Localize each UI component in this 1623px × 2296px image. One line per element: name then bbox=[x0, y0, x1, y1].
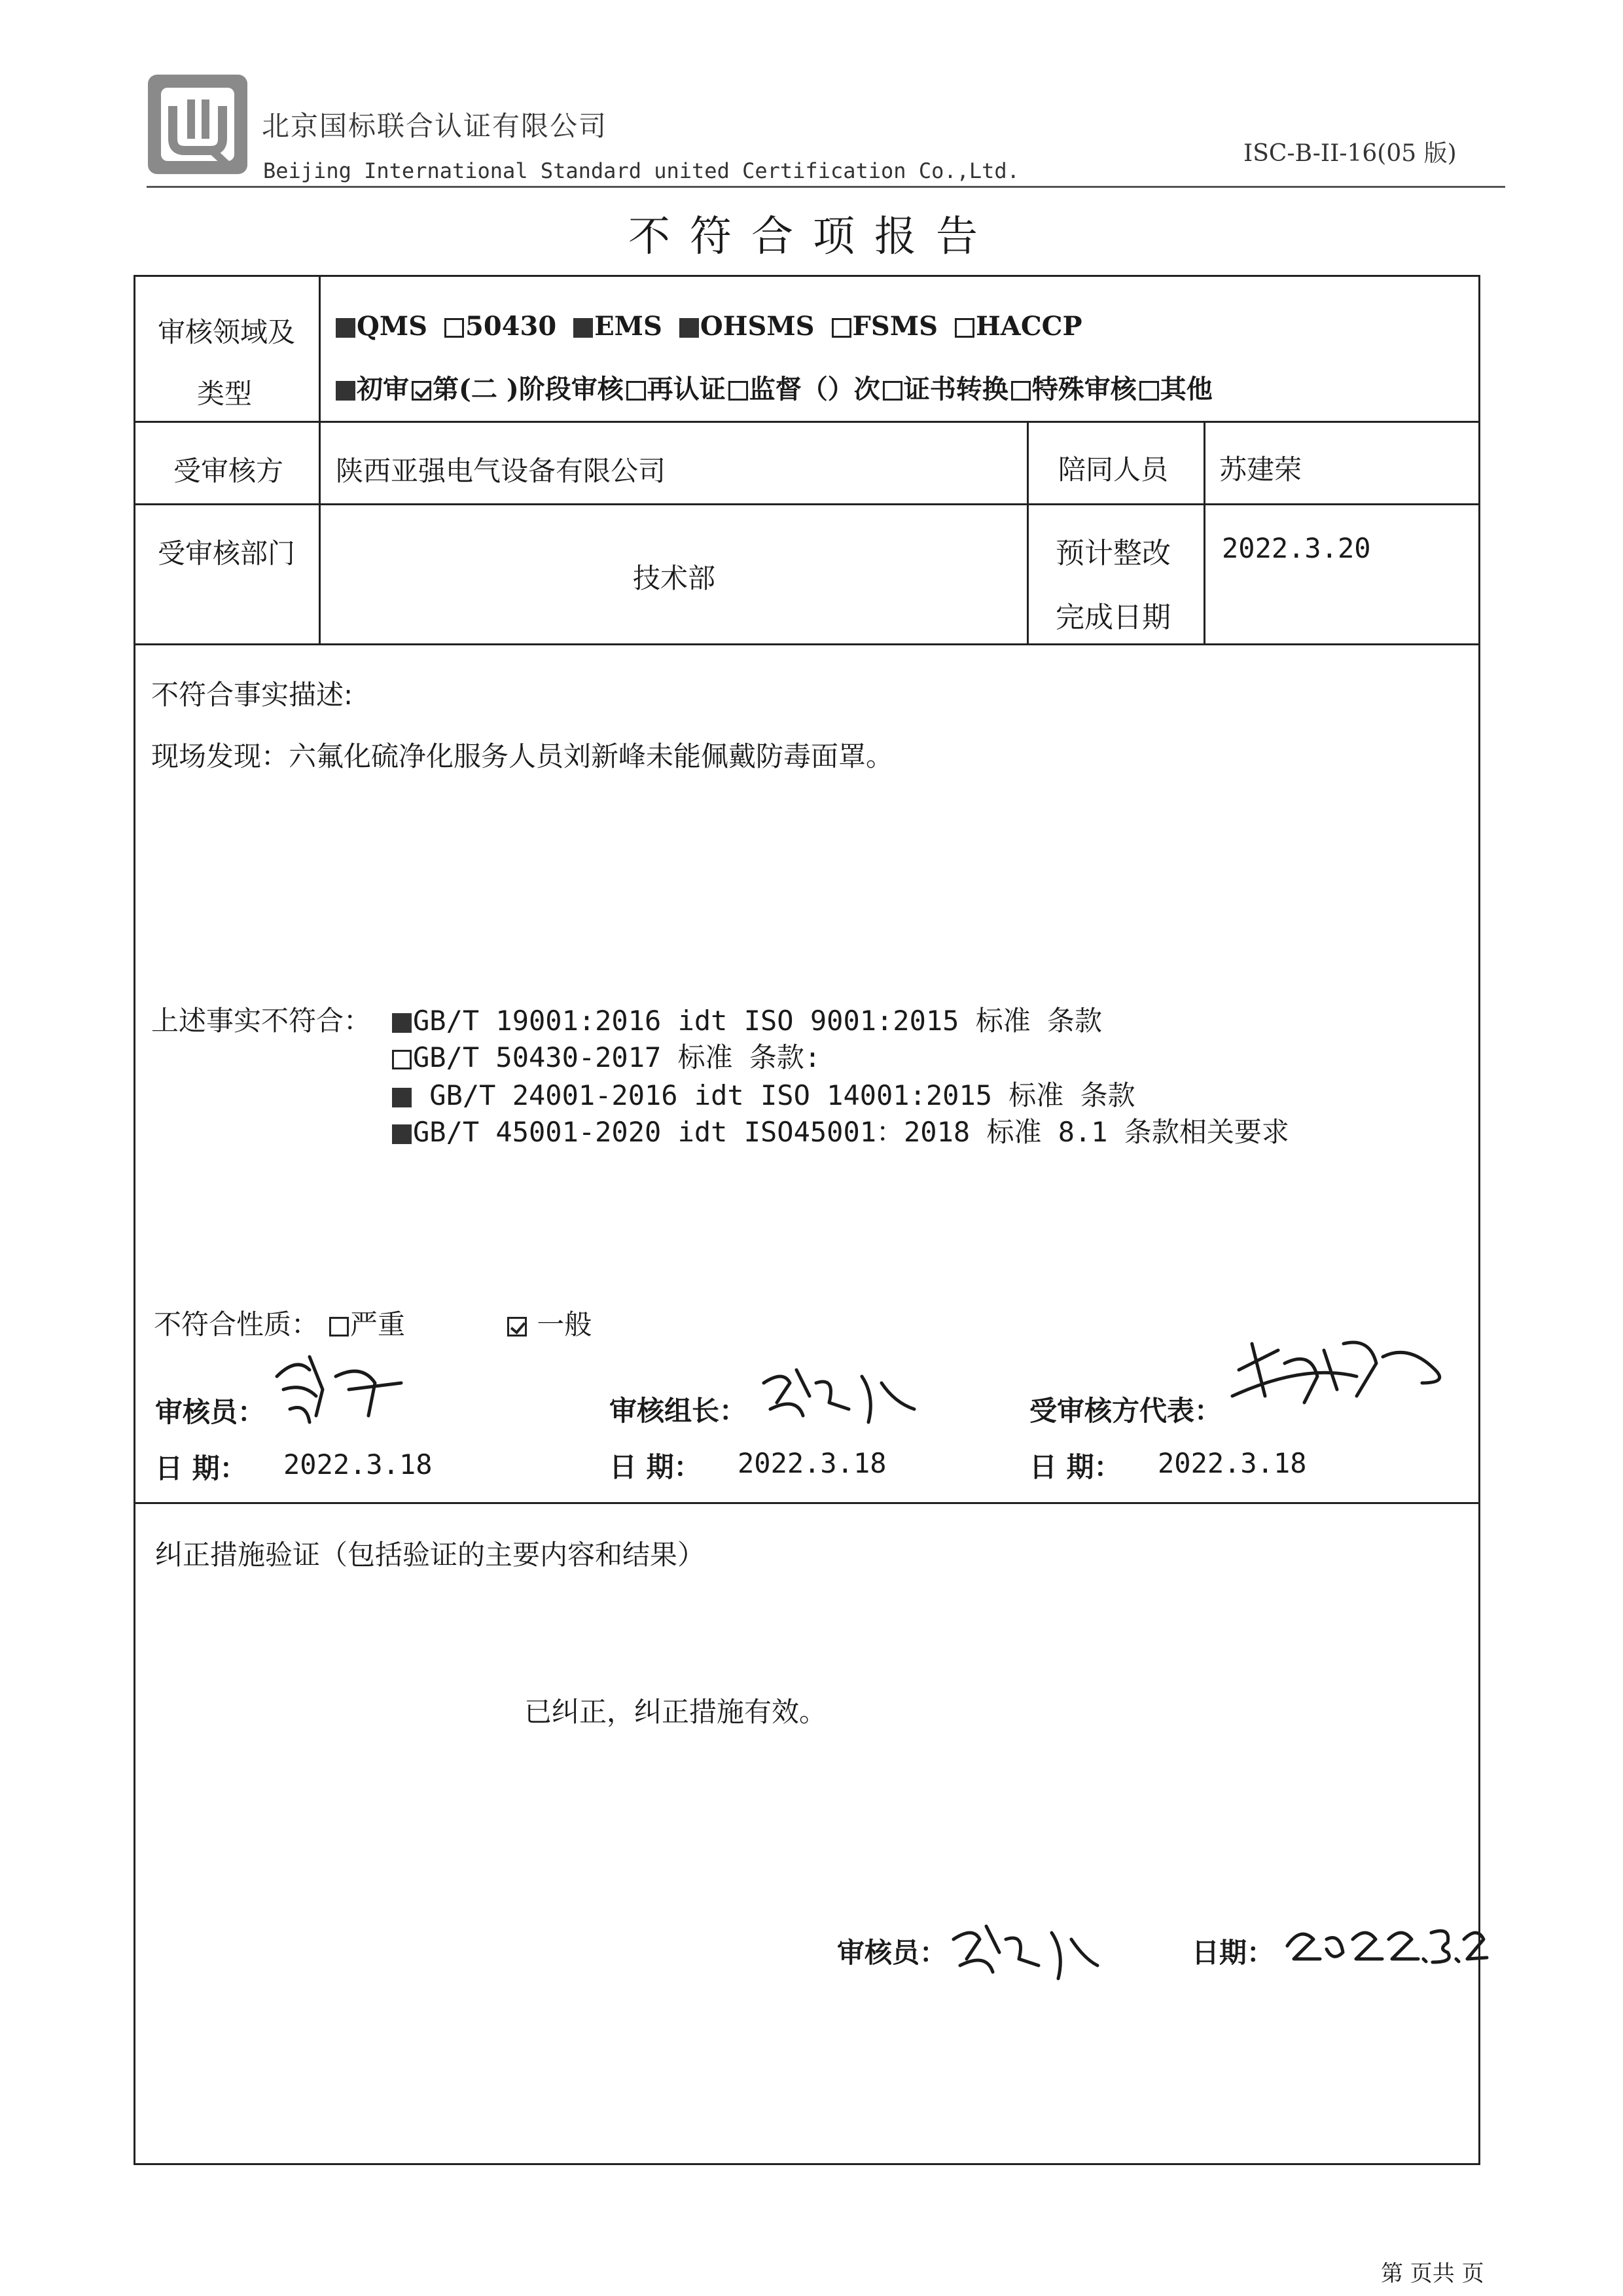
auditor-sign-label: 审核员： bbox=[155, 1396, 266, 1428]
verifier-sign-label: 审核员： bbox=[837, 1937, 948, 1969]
checkbox-option-label: 证书转换 bbox=[903, 374, 1008, 404]
nature-serious-option: 严重 bbox=[329, 1303, 405, 1342]
checkbox-icon bbox=[412, 381, 431, 401]
standard-item bbox=[392, 1036, 821, 1075]
checkbox-option-label: 再认证 bbox=[647, 374, 726, 404]
finding-text: 现场发现：六氟化硫净化服务人员刘新峰未能佩戴防毒面罩。 bbox=[151, 740, 894, 772]
checkbox-option bbox=[336, 311, 427, 342]
page-number: 第 页共 页 bbox=[1381, 2261, 1484, 2287]
checkbox-icon bbox=[1011, 381, 1031, 401]
due-date-value: 2022.3.20 bbox=[1222, 532, 1371, 564]
verification-heading: 纠正措施验证（包括验证的主要内容和结果） bbox=[155, 1539, 705, 1571]
auditor-date: 2022.3.18 bbox=[283, 1448, 433, 1480]
checkbox-icon bbox=[336, 318, 355, 338]
checkbox-icon bbox=[832, 318, 851, 338]
checkbox-icon bbox=[329, 1317, 349, 1336]
verification-date-handwritten bbox=[1281, 1900, 1490, 1972]
checkbox-option-label: OHSMS bbox=[700, 311, 815, 342]
checkbox-icon bbox=[392, 1050, 412, 1069]
checkbox-option bbox=[1139, 374, 1213, 404]
audit-type-label: 类型 bbox=[197, 378, 253, 410]
checkbox-option bbox=[573, 311, 662, 342]
header-divider bbox=[147, 186, 1505, 188]
due-date-label-line1: 预计整改 bbox=[1056, 537, 1171, 570]
verification-date-label: 日期： bbox=[1192, 1937, 1275, 1969]
verification-result: 已纠正，纠正措施有效。 bbox=[524, 1696, 827, 1728]
checkbox-option bbox=[679, 311, 815, 342]
auditee-label: 受审核方 bbox=[173, 455, 284, 487]
department-label: 受审核部门 bbox=[158, 537, 296, 569]
standard-item bbox=[392, 1111, 1289, 1150]
checkbox-icon bbox=[392, 1124, 412, 1144]
company-name-en: Beijing International Standard united Certification Co.,Ltd. bbox=[263, 158, 1020, 183]
standard-item-text: GB/T 19001:2016 idt ISO 9001:2015 标准 条款 bbox=[413, 1005, 1103, 1037]
checkbox-icon bbox=[444, 318, 464, 338]
checkbox-icon bbox=[336, 381, 355, 401]
checkbox-option bbox=[336, 374, 409, 404]
company-logo bbox=[147, 73, 249, 175]
escort-label: 陪同人员 bbox=[1058, 454, 1169, 486]
checkbox-option bbox=[955, 311, 1082, 342]
checkbox-option-label: 50430 bbox=[465, 311, 557, 342]
standard-item-text: GB/T 50430-2017 标准 条款: bbox=[413, 1041, 821, 1073]
standard-item-text: GB/T 24001-2016 idt ISO 14001:2015 标准 条款 bbox=[413, 1079, 1135, 1111]
standard-item bbox=[392, 1074, 1135, 1113]
checkbox-option bbox=[883, 374, 1008, 404]
checkbox-icon bbox=[679, 318, 699, 338]
checkbox-icon bbox=[507, 1317, 527, 1336]
row-divider bbox=[135, 1502, 1478, 1504]
leader-signature bbox=[757, 1357, 927, 1435]
standards-label: 上述事实不符合： bbox=[151, 1005, 372, 1037]
auditee-name: 陕西亚强电气设备有限公司 bbox=[336, 455, 666, 487]
checkbox-option-label: EMS bbox=[594, 311, 662, 342]
leader-date: 2022.3.18 bbox=[738, 1447, 887, 1479]
company-name-cn: 北京国标联合认证有限公司 bbox=[262, 110, 608, 142]
audit-scope-label: 审核领域及 bbox=[158, 316, 296, 348]
column-divider bbox=[1027, 421, 1029, 643]
standard-item bbox=[392, 999, 1102, 1039]
checkbox-icon bbox=[883, 381, 902, 401]
checkbox-option-label: QMS bbox=[357, 311, 428, 342]
auditee-rep-date-label: 日 期： bbox=[1029, 1451, 1122, 1483]
report-title: 不符合项报告 bbox=[628, 213, 997, 261]
verifier-signature bbox=[947, 1913, 1104, 1985]
document-code: ISC-B-II-16(05 版) bbox=[1243, 140, 1457, 167]
checkbox-option bbox=[1011, 374, 1137, 404]
standard-item-text: GB/T 45001-2020 idt ISO45001：2018 标准 8.1 条款相关要求 bbox=[413, 1116, 1289, 1148]
checkbox-option bbox=[444, 311, 556, 342]
checkbox-option-label: 监督（）次 bbox=[749, 374, 880, 404]
auditee-rep-date: 2022.3.18 bbox=[1158, 1447, 1307, 1479]
auditor-signature bbox=[270, 1350, 414, 1435]
escort-name: 苏建荣 bbox=[1219, 454, 1302, 486]
department-name: 技术部 bbox=[633, 562, 716, 594]
checkbox-option bbox=[412, 374, 624, 404]
column-divider bbox=[1204, 421, 1205, 643]
row-divider bbox=[135, 643, 1478, 645]
leader-sign-label: 审核组长： bbox=[609, 1395, 747, 1427]
auditor-date-label: 日 期： bbox=[155, 1452, 247, 1484]
checkbox-icon bbox=[955, 318, 974, 338]
checkbox-option-label: FSMS bbox=[852, 311, 938, 342]
checkbox-option bbox=[626, 374, 726, 404]
auditee-rep-signature bbox=[1226, 1324, 1461, 1422]
checkbox-option-label: 第(二 )阶段审核 bbox=[433, 374, 624, 404]
checkbox-option bbox=[728, 374, 880, 404]
row-divider bbox=[135, 421, 1478, 423]
checkbox-icon bbox=[392, 1088, 412, 1107]
due-date-label-line2: 完成日期 bbox=[1056, 601, 1171, 634]
nature-label: 不符合性质： bbox=[154, 1308, 319, 1340]
system-checkbox-row bbox=[336, 311, 1099, 342]
nature-general-option: 一般 bbox=[507, 1303, 592, 1342]
checkbox-icon bbox=[1139, 381, 1159, 401]
checkbox-option-label: HACCP bbox=[975, 311, 1082, 342]
column-divider bbox=[319, 277, 321, 643]
checkbox-icon bbox=[728, 381, 748, 401]
audit-type-checkbox-row bbox=[336, 368, 1215, 406]
auditee-rep-sign-label: 受审核方代表： bbox=[1029, 1395, 1222, 1427]
report-form bbox=[134, 275, 1480, 2165]
row-divider bbox=[135, 503, 1478, 505]
checkbox-icon bbox=[573, 318, 593, 338]
nonconformity-heading: 不符合事实描述: bbox=[151, 679, 353, 711]
checkbox-option-label: 初审 bbox=[357, 374, 409, 404]
checkbox-option-label: 其他 bbox=[1160, 374, 1213, 404]
checkbox-option bbox=[832, 311, 938, 342]
checkbox-icon bbox=[392, 1013, 412, 1033]
checkbox-option-label: 特殊审核 bbox=[1031, 374, 1137, 404]
leader-date-label: 日 期： bbox=[609, 1451, 702, 1483]
checkbox-icon bbox=[626, 381, 646, 401]
